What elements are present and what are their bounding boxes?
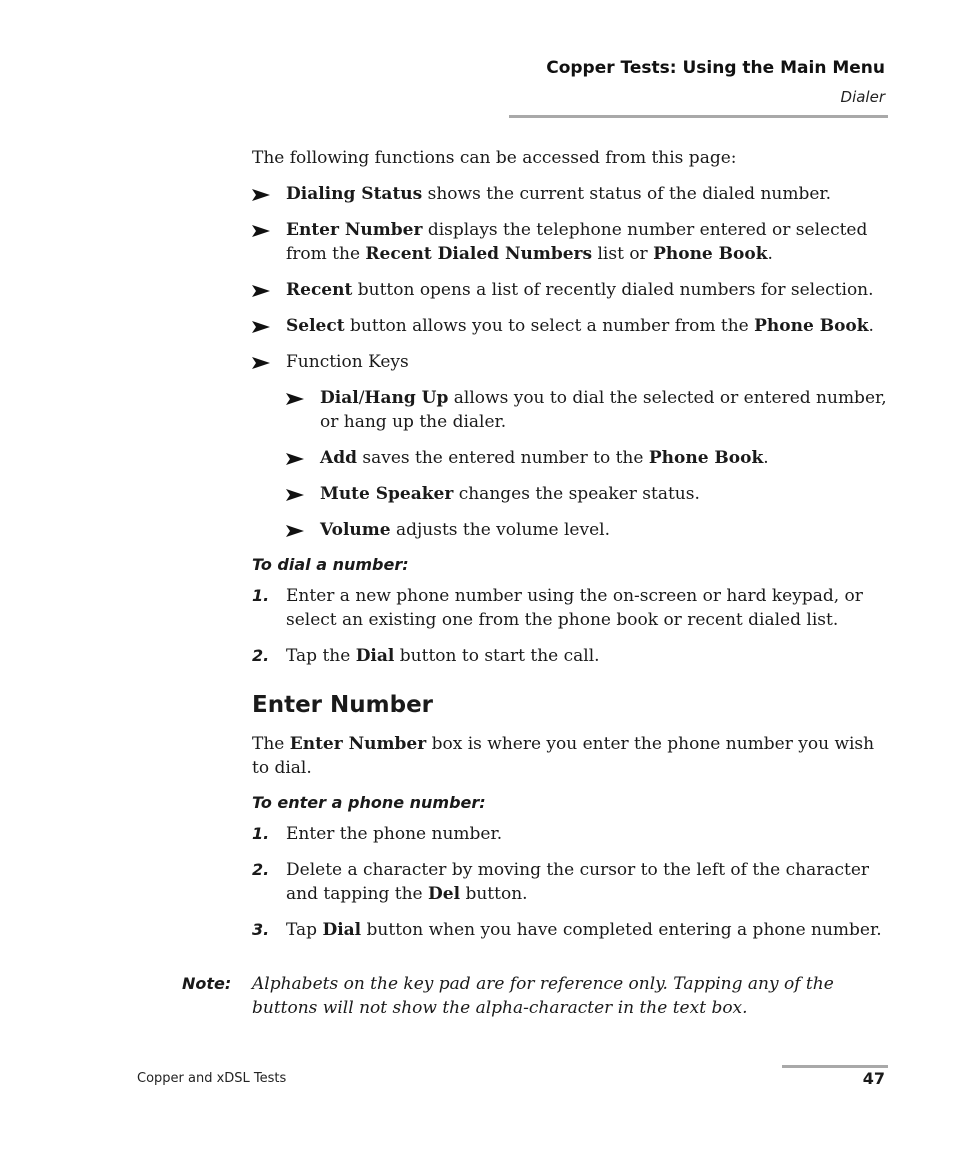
note-text: Alphabets on the key pad are for reference only. Tapping any of the buttons will not show the alpha-character in the text box. (252, 974, 834, 1018)
term: Add (320, 448, 357, 468)
text: . (767, 244, 773, 264)
text: . (868, 316, 874, 336)
bullet-recent (252, 278, 888, 302)
term: Dialing Status (286, 184, 423, 204)
text: button opens a list of recently dialed numbers for selection. (352, 280, 874, 300)
step-number: 3. (252, 920, 270, 939)
step-number: 1. (252, 586, 270, 605)
term: Enter Number (286, 220, 423, 240)
term: Phone Book (653, 244, 768, 264)
bullet-enter-number (252, 218, 888, 266)
term: Phone Book (648, 448, 764, 468)
step-text: Enter a new phone number using the on-screen or hard keypad, or select an existing one from the phone book or recent dialed list. (286, 586, 863, 630)
term: Recent Dialed Numbers (365, 244, 593, 264)
text: changes the speaker status. (453, 484, 700, 504)
page-number: 47 (862, 1069, 885, 1088)
text: / (358, 388, 365, 408)
text: Function Keys (286, 352, 409, 372)
enter-procedure-title: To enter a phone number: (252, 793, 486, 812)
step-number: 2. (252, 860, 270, 879)
enter-step-3 (252, 918, 888, 942)
note (182, 972, 888, 1020)
dial-step-1 (252, 584, 888, 632)
dial-procedure-title: To dial a number: (252, 555, 409, 574)
text: button allows you to select a number from the (344, 316, 755, 336)
text: displays the telephone number entered or selected from the (286, 220, 868, 264)
header-rule (509, 115, 888, 118)
arrow-bullet-icon (286, 393, 304, 405)
enter-step-1 (252, 822, 888, 846)
text: . (763, 448, 769, 468)
step-number: 1. (252, 824, 270, 843)
text: list or (592, 244, 654, 264)
term: Recent (286, 280, 353, 300)
step-text: button. (460, 884, 528, 904)
arrow-bullet-icon (252, 189, 270, 201)
step-text: Tap (286, 920, 323, 940)
step-text: button to start the call. (394, 646, 600, 666)
text: box is where you enter the phone number you wish to dial. (252, 734, 875, 778)
section-paragraph (252, 732, 888, 780)
bullet-dialing-status (252, 182, 888, 206)
arrow-bullet-icon (286, 453, 304, 465)
arrow-bullet-icon (252, 321, 270, 333)
step-text: Tap the (286, 646, 356, 666)
term: Mute Speaker (320, 484, 454, 504)
main-content (252, 146, 888, 954)
intro-paragraph: The following functions can be accessed from this page: (252, 148, 737, 168)
term: Enter Number (289, 734, 427, 754)
running-header-title: Copper Tests: Using the Main Menu (546, 58, 885, 78)
arrow-bullet-icon (252, 225, 270, 237)
bullet-select (252, 314, 888, 338)
step-text: Delete a character by moving the cursor to the left of the character and tapping the (286, 860, 870, 904)
footer-rule (782, 1065, 888, 1068)
text: adjusts the volume level. (390, 520, 610, 540)
subbullet-dial-hang-up (286, 386, 888, 434)
subbullet-mute-speaker (286, 482, 888, 506)
arrow-bullet-icon (252, 357, 270, 369)
text: The (252, 734, 290, 754)
step-text: Enter the phone number. (286, 824, 503, 844)
enter-step-2 (252, 858, 888, 906)
term: Dial (355, 646, 395, 666)
step-text: button when you have completed entering a phone number. (361, 920, 882, 940)
subbullet-volume (286, 518, 888, 542)
running-header-subtitle: Dialer (840, 88, 885, 106)
term: Phone Book (754, 316, 869, 336)
step-number: 2. (252, 646, 270, 665)
term: Select (286, 316, 345, 336)
term: Del (428, 884, 461, 904)
footer-book-title: Copper and xDSL Tests (137, 1071, 287, 1086)
arrow-bullet-icon (286, 525, 304, 537)
text: shows the current status of the dialed number. (422, 184, 832, 204)
text: saves the entered number to the (356, 448, 649, 468)
term: Dial (322, 920, 362, 940)
term: Dial (320, 388, 359, 408)
arrow-bullet-icon (286, 489, 304, 501)
arrow-bullet-icon (252, 285, 270, 297)
subbullet-add (286, 446, 888, 470)
note-label: Note: (182, 974, 232, 993)
dial-step-2 (252, 644, 888, 668)
term: Hang Up (364, 388, 449, 408)
text: allows you to dial the selected or entered number, or hang up the dialer. (320, 388, 887, 432)
section-heading: Enter Number (252, 692, 434, 718)
term: Volume (320, 520, 391, 540)
bullet-function-keys (252, 350, 888, 374)
